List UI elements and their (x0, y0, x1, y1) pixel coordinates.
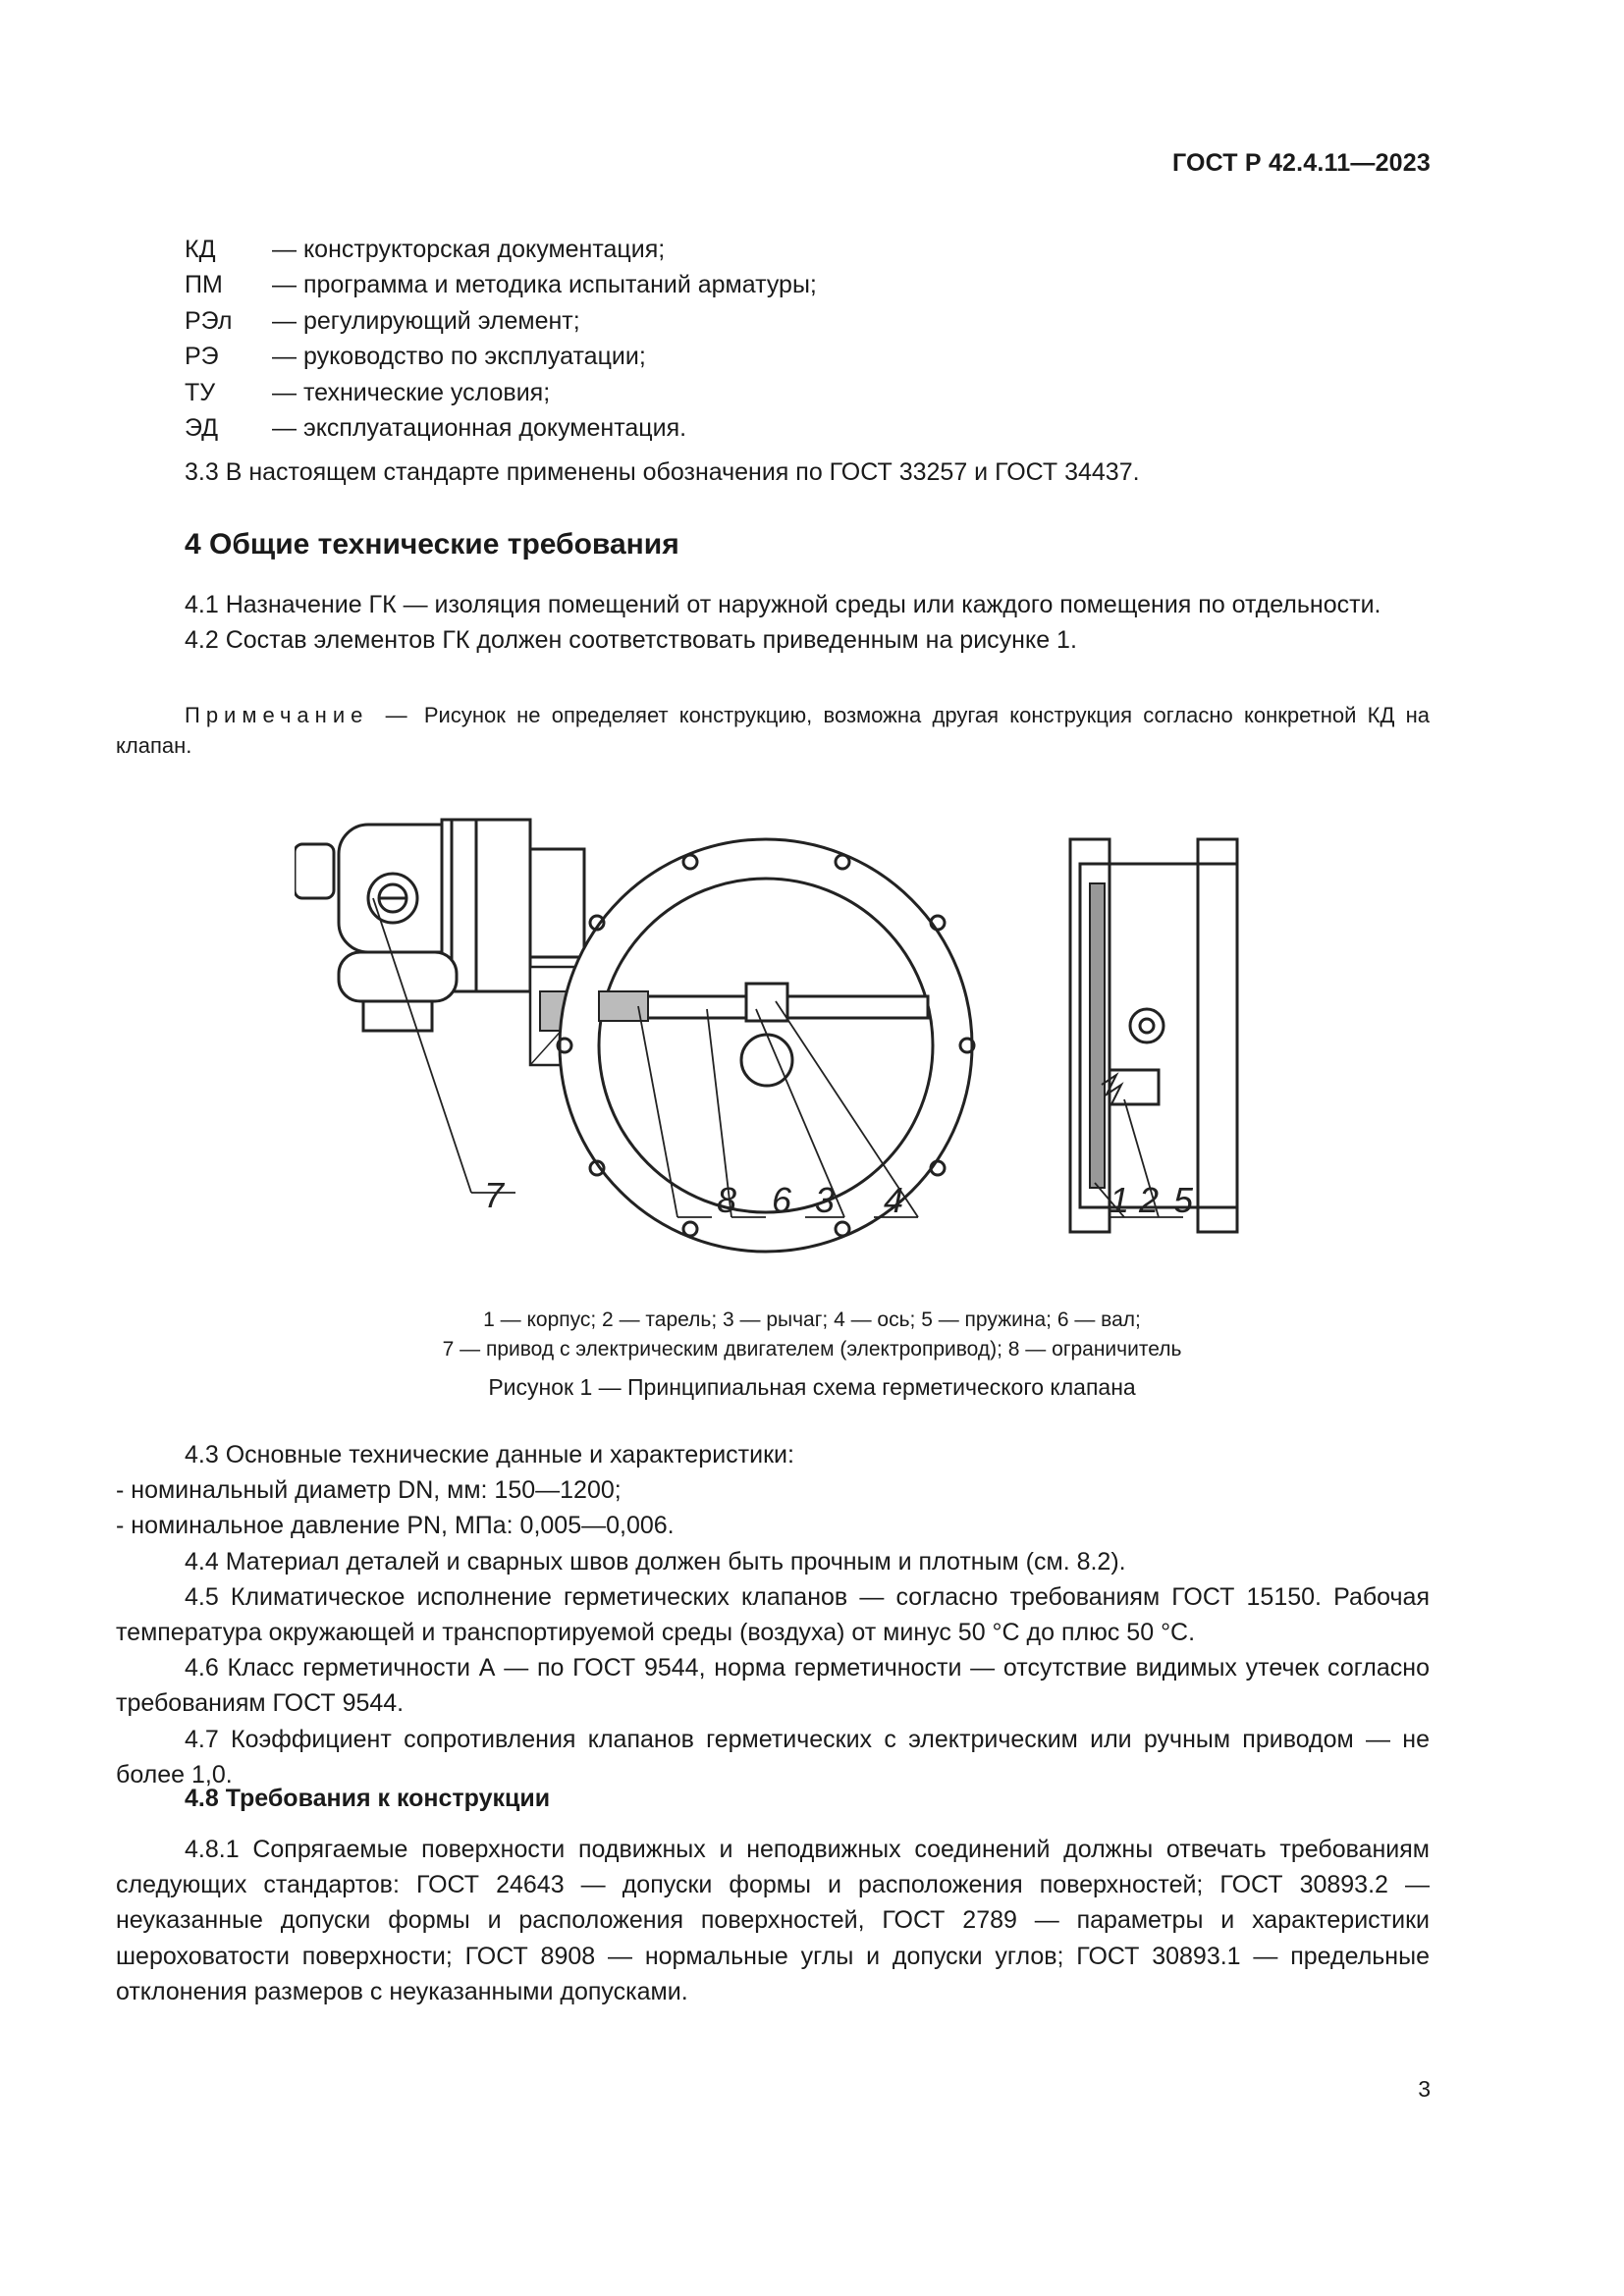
abbreviation-row (185, 303, 817, 339)
callout-2: 2 (1139, 1180, 1160, 1220)
abbreviation-term: ПМ (185, 271, 223, 299)
clause-3-3-block (116, 454, 1430, 490)
clause-4-4: 4.4 Материал деталей и сварных швов должен быть прочным и плотным (см. 8.2). (185, 1547, 1126, 1575)
clause-4-8-1-block (116, 1832, 1430, 2009)
figure-caption: Рисунок 1 — Принципиальная схема герметического клапана (488, 1374, 1136, 1400)
legend-line: 7 — привод с электрическим двигателем (электропривод); 8 — ограничитель (442, 1338, 1182, 1361)
abbreviation-definition: — руководство по эксплуатации; (272, 343, 646, 371)
valve-schematic-drawing (295, 805, 1257, 1256)
abbreviation-term: РЭл (185, 306, 233, 335)
clause-4-2: 4.2 Состав элементов ГК должен соответствовать приведенным на рисунке 1. (185, 626, 1077, 655)
callout-4: 4 (884, 1180, 904, 1220)
section-4-title: 4 Общие технические требования (185, 528, 679, 561)
clause-4-6: 4.6 Класс герметичности А — по ГОСТ 9544, норма герметичности — отсутствие видимых утечек согласно требованиям ГОСТ 9544. (116, 1654, 1430, 1718)
callout-1: 1 (1110, 1180, 1130, 1220)
abbreviation-definition: — конструкторская документация; (272, 236, 666, 263)
section-4-body (116, 1437, 1430, 1792)
figure-note (116, 700, 1430, 761)
abbreviation-row (185, 232, 817, 267)
page-number: 3 (1418, 2076, 1431, 2102)
valve-body-front-view (558, 839, 974, 1252)
clause-4-3: 4.3 Основные технические данные и характеристики: (185, 1441, 794, 1468)
clause-4-8-1: 4.8.1 Сопрягаемые поверхности подвижных и неподвижных соединений должны отвечать требованиям следующих стандартов: ГОСТ 24643 — допуски формы и расположения поверхностей; ГОСТ 30893.2 — неуказанные допуски формы и расположения поверхностей, ГОСТ 2789 — параметры и характеристики шероховатости поверхности; ГОСТ 8908 — нормальные углы и допуски углов; ГОСТ 30893.1 — предельные отклонения размеров с неуказанными допусками. (116, 1836, 1430, 2005)
abbreviation-definition: — эксплуатационная документация. (272, 413, 687, 442)
clause-4-5: 4.5 Климатическое исполнение герметических клапанов — согласно требованиям ГОСТ 15150. Рабочая температура окружающей и транспортируемой среды (воздуха) от минус 50 °С до плюс 50 °С. (116, 1582, 1430, 1647)
section-4-intro (116, 587, 1430, 658)
note-label: Примечание — (185, 703, 413, 727)
clause-4-1: 4.1 Назначение ГК — изоляция помещений от наружной среды или каждого помещения по отдельности. (185, 591, 1381, 618)
callout-3: 3 (815, 1180, 836, 1220)
abbreviation-definition: — программа и методика испытаний арматуры; (272, 271, 817, 299)
abbreviation-row (185, 339, 817, 374)
subsection-4-8-title: 4.8 Требования к конструкции (185, 1785, 551, 1812)
valve-schematic-figure (295, 805, 1257, 1256)
valve-body-side-view (1070, 839, 1237, 1232)
clause-4-3-item: - номинальный диаметр DN, мм: 150—1200; (116, 1476, 622, 1505)
abbreviation-term: ЭД (185, 413, 219, 442)
callout-7: 7 (484, 1175, 505, 1215)
note-text: Рисунок не определяет конструкцию, возможна другая конструкция согласно конкретной КД на клапан. (116, 703, 1431, 758)
legend-line: 1 — корпус; 2 — тарель; 3 — рычаг; 4 — ось; 5 — пружина; 6 — вал; (483, 1308, 1141, 1331)
abbreviation-row (185, 410, 817, 446)
callout-8: 8 (717, 1180, 737, 1220)
abbreviation-definition: — технические условия; (272, 378, 551, 406)
clause-4-7: 4.7 Коэффициент сопротивления клапанов герметических с электрическим или ручным приводом — не более 1,0. (116, 1725, 1430, 1789)
abbreviation-row (185, 375, 817, 410)
callout-6: 6 (772, 1180, 792, 1220)
callout-5: 5 (1173, 1180, 1194, 1220)
document-header: ГОСТ Р 42.4.11—2023 (1171, 149, 1431, 177)
clause-3-3: 3.3 В настоящем стандарте применены обозначения по ГОСТ 33257 и ГОСТ 34437. (185, 458, 1140, 486)
clause-4-3-item: - номинальное давление PN, МПа: 0,005—0,006. (116, 1512, 675, 1540)
abbreviation-term: КД (185, 236, 216, 263)
abbreviation-list (185, 232, 817, 446)
abbreviation-term: РЭ (185, 343, 219, 371)
abbreviation-definition: — регулирующий элемент; (272, 306, 580, 335)
figure-legend (0, 1306, 1624, 1364)
abbreviation-row (185, 267, 817, 302)
abbreviation-term: ТУ (185, 378, 216, 406)
